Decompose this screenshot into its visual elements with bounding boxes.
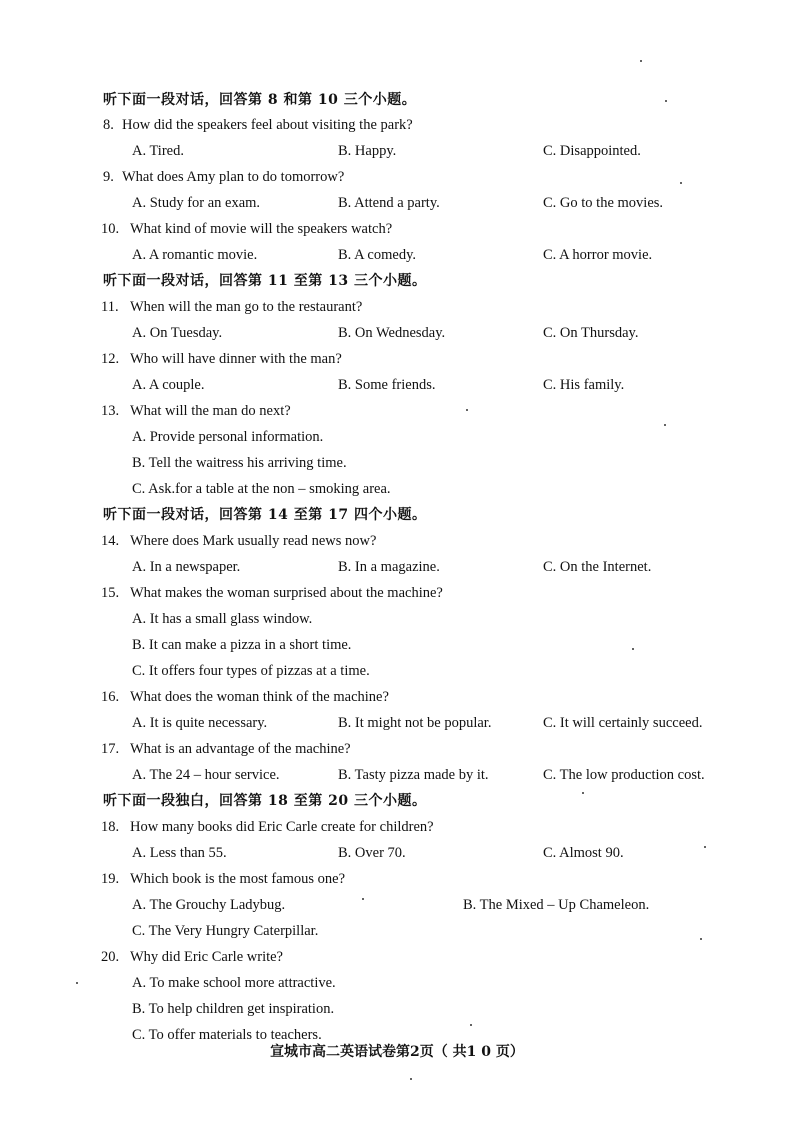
option-b: B. The Mixed – Up Chameleon. [463,897,650,913]
scan-speck [664,424,666,426]
options-row [0,996,794,1022]
question-text: What does the woman think of the machine? [130,689,389,705]
options-row [0,918,794,944]
option-c: C. To offer materials to teachers. [132,1027,322,1043]
options-row [0,762,794,788]
question-text: How did the speakers feel about visiting the park? [122,117,413,133]
option-c: C. The low production cost. [543,767,705,783]
option-c: C. Almost 90. [543,845,624,861]
option-a: A. Study for an exam. [132,195,261,211]
question-text: What makes the woman surprised about the machine? [130,585,443,601]
options-row [0,450,794,476]
option-c: C. It will certainly succeed. [543,715,703,731]
question-number: 14. [101,533,120,549]
question-15 [0,580,794,606]
question-19 [0,866,794,892]
question-number: 20. [101,949,120,965]
options-row [0,138,794,164]
option-c: C. The Very Hungry Caterpillar. [132,923,319,939]
options-row [0,190,794,216]
scan-speck [362,898,364,900]
option-b: B. It might not be popular. [338,715,492,731]
option-a: A. The Grouchy Ladybug. [132,897,286,913]
question-text: What does Amy plan to do tomorrow? [122,169,345,185]
option-b: B. Some friends. [338,377,436,393]
question-text: What will the man do next? [130,403,291,419]
scan-speck [632,648,634,650]
option-b: B. To help children get inspiration. [132,1001,335,1017]
option-c: C. It offers four types of pizzas at a time. [132,663,370,679]
section-instruction: 听下面一段独白，回答第 18 至第 20 三个小题。 [103,793,427,809]
option-a: A. In a newspaper. [132,559,241,575]
option-b: B. Over 70. [338,845,406,861]
question-number: 16. [101,689,120,705]
options-row [0,554,794,580]
question-number: 8. [103,117,114,133]
option-a: A. It has a small glass window. [132,611,313,627]
scan-speck [680,182,682,184]
question-10 [0,216,794,242]
question-number: 15. [101,585,120,601]
options-row [0,970,794,996]
option-c: C. Go to the movies. [543,195,664,211]
question-number: 19. [101,871,120,887]
question-number: 11. [101,299,119,315]
question-8 [0,112,794,138]
options-row [0,840,794,866]
question-number: 10. [101,221,120,237]
question-text: Why did Eric Carle write? [130,949,283,965]
option-a: A. A romantic movie. [132,247,258,263]
question-text: What kind of movie will the speakers watch? [130,221,393,237]
question-12 [0,346,794,372]
options-row [0,710,794,736]
question-number: 18. [101,819,120,835]
question-text: When will the man go to the restaurant? [130,299,363,315]
option-c: C. On the Internet. [543,559,652,575]
scan-speck [700,938,702,940]
option-a: A. The 24 – hour service. [132,767,280,783]
option-a: A. Provide personal information. [132,429,324,445]
options-row [0,606,794,632]
question-20 [0,944,794,970]
option-b: B. Tell the waitress his arriving time. [132,455,347,471]
scan-speck [582,792,584,794]
option-b: B. Tasty pizza made by it. [338,767,489,783]
scan-speck [410,1078,412,1080]
question-17 [0,736,794,762]
question-text: How many books did Eric Carle create for children? [130,819,434,835]
question-13 [0,398,794,424]
option-c: C. Disappointed. [543,143,641,159]
scan-speck [640,60,642,62]
question-text: Where does Mark usually read news now? [130,533,377,549]
scan-speck [470,1024,472,1026]
option-b: B. Attend a party. [338,195,440,211]
question-text: Who will have dinner with the man? [130,351,342,367]
question-text: What is an advantage of the machine? [130,741,351,757]
options-row [0,320,794,346]
question-11 [0,294,794,320]
option-a: A. A couple. [132,377,205,393]
option-b: B. In a magazine. [338,559,440,575]
option-b: B. Happy. [338,143,397,159]
option-a: A. To make school more attractive. [132,975,336,991]
option-c: C. A horror movie. [543,247,653,263]
page-footer: 宣城市高二英语试卷第2页（ 共1 0 页） [270,1044,524,1060]
question-text: Which book is the most famous one? [130,871,346,887]
options-row [0,658,794,684]
options-row [0,476,794,502]
question-18 [0,814,794,840]
section-instruction: 听下面一段对话，回答第 11 至第 13 三个小题。 [103,273,427,289]
question-16 [0,684,794,710]
scan-speck [76,982,78,984]
section-instruction: 听下面一段对话，回答第 8 和第 10 三个小题。 [103,92,417,108]
options-row [0,242,794,268]
option-a: A. Less than 55. [132,845,227,861]
option-c: C. Ask.for a table at the non – smoking area. [132,481,391,497]
question-number: 12. [101,351,120,367]
option-c: C. His family. [543,377,625,393]
option-b: B. It can make a pizza in a short time. [132,637,352,653]
option-b: B. A comedy. [338,247,417,263]
options-row [0,632,794,658]
options-row [0,424,794,450]
question-number: 17. [101,741,120,757]
scan-speck [466,409,468,411]
question-14 [0,528,794,554]
question-number: 13. [101,403,120,419]
scan-speck [704,846,706,848]
option-a: A. Tired. [132,143,184,159]
option-b: B. On Wednesday. [338,325,446,341]
question-9 [0,164,794,190]
options-row [0,372,794,398]
question-number: 9. [103,169,114,185]
options-row [0,892,794,918]
option-c: C. On Thursday. [543,325,639,341]
section-instruction: 听下面一段对话，回答第 14 至第 17 四个小题。 [103,507,427,523]
option-a: A. On Tuesday. [132,325,223,341]
scan-speck [665,100,667,102]
option-a: A. It is quite necessary. [132,715,268,731]
